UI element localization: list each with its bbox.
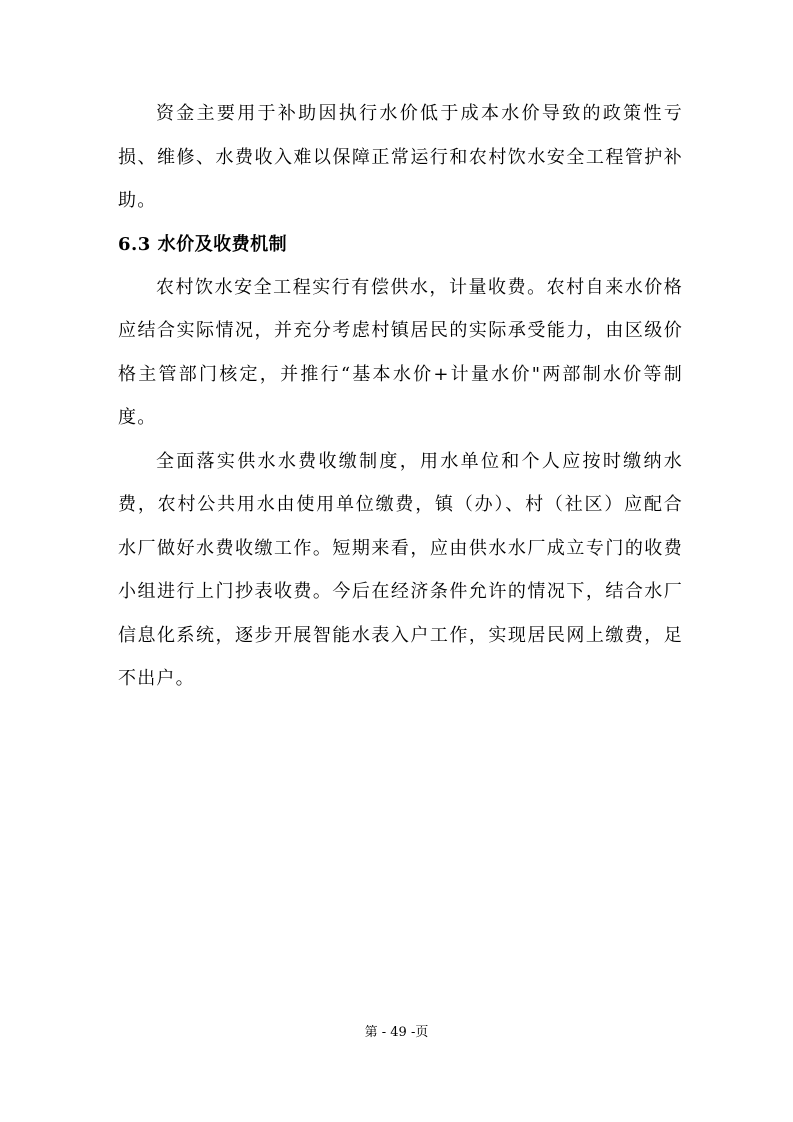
paragraph-fee-collection: 全面落实供水水费收缴制度，用水单位和个人应按时缴纳水费，农村公共用水由使用单位缴费，镇（办）、村（社区）应配合水厂做好水费收缴工作。短期来看，应由供水水厂成立专门的收费小组进行上门抄表收费。今后在经济条件允许的情况下，结合水厂信息化系统，逐步开展智能水表入户工作，实现居民网上缴费，足不出户。 (118, 450, 683, 689)
section-heading: 6.3 水价及收费机制 (118, 233, 288, 255)
page-number: 第 - 49 -页 (364, 1025, 429, 1040)
document-body (118, 92, 683, 701)
paragraph-subsidy-usage: 资金主要用于补助因执行水价低于成本水价导致的政策性亏损、维修、水费收入难以保障正常运行和农村饮水安全工程管护补助。 (118, 103, 683, 211)
paragraph-water-pricing: 农村饮水安全工程实行有偿供水，计量收费。农村自来水价格应结合实际情况，并充分考虑村镇居民的实际承受能力，由区级价格主管部门核定，并推行“基本水价+计量水价"两部制水价等制度。 (118, 276, 683, 428)
